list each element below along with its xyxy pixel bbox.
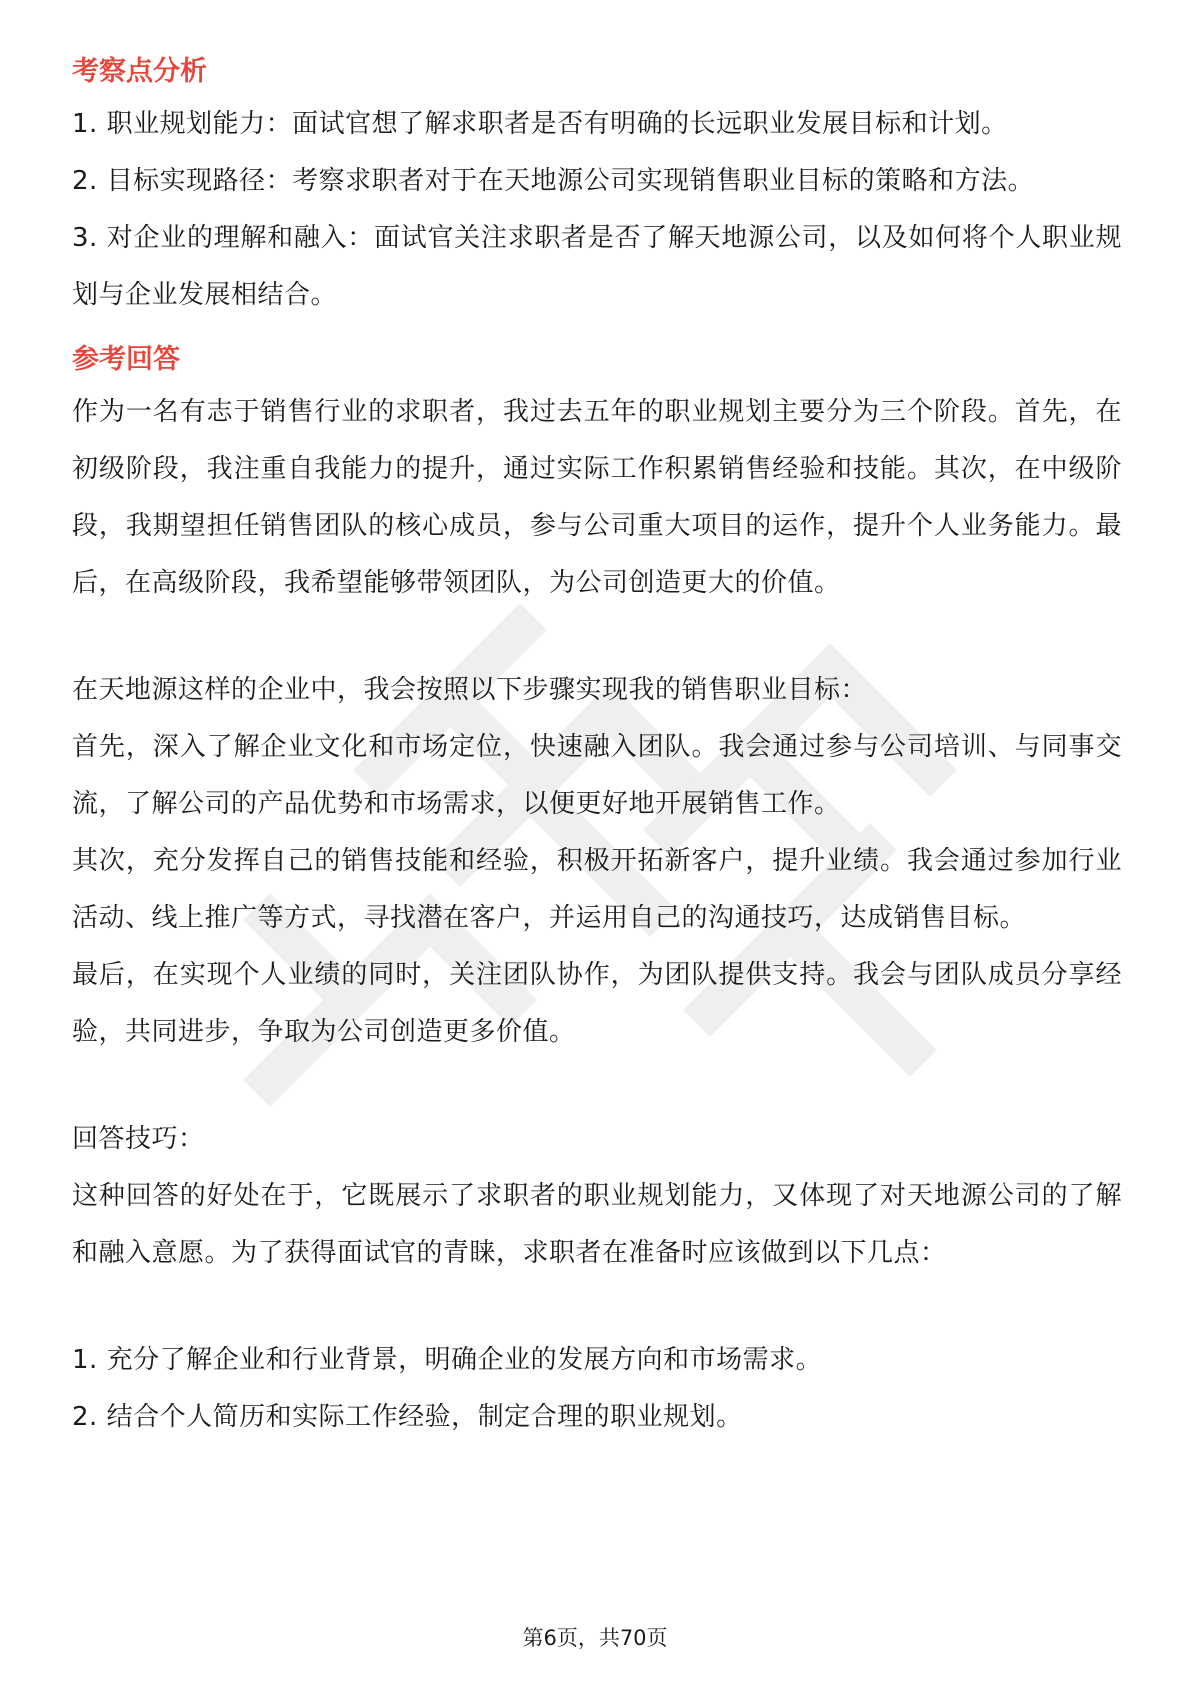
answer-paragraph: 作为一名有志于销售行业的求职者，我过去五年的职业规划主要分为三个阶段。首先，在初级阶段，我注重自我能力的提升，通过实际工作积累销售经验和技能。其次，在中级阶段，我期望担任销售团队的核心成员，参与公司重大项目的运作，提升个人业务能力。最后，在高级阶段，我希望能够带领团队，为公司创造更大的价值。 bbox=[72, 397, 1122, 598]
analysis-heading: 考察点分析 bbox=[72, 56, 207, 87]
spacer bbox=[72, 1061, 1122, 1111]
document-content bbox=[72, 48, 1122, 1446]
tips-item: 1. 充分了解企业和行业背景，明确企业的发展方向和市场需求。 bbox=[72, 1345, 823, 1375]
spacer bbox=[72, 1282, 1122, 1332]
answer-step: 首先，深入了解企业文化和市场定位，快速融入团队。我会通过参与公司培训、与同事交流，了解公司的产品优势和市场需求，以便更好地开展销售工作。 bbox=[72, 732, 1122, 819]
page-number: 第6页，共70页 bbox=[522, 1626, 668, 1650]
answer-step: 最后，在实现个人业绩的同时，关注团队协作，为团队提供支持。我会与团队成员分享经验，共同进步，争取为公司创造更多价值。 bbox=[72, 960, 1122, 1047]
answer-step: 其次，充分发挥自己的销售技能和经验，积极开拓新客户，提升业绩。我会通过参加行业活动、线上推广等方式，寻找潜在客户，并运用自己的沟通技巧，达成销售目标。 bbox=[72, 846, 1122, 933]
spacer bbox=[72, 612, 1122, 662]
analysis-item: 3. 对企业的理解和融入：面试官关注求职者是否了解天地源公司，以及如何将个人职业规划与企业发展相结合。 bbox=[72, 223, 1122, 310]
analysis-list bbox=[72, 96, 1122, 324]
analysis-item: 1. 职业规划能力：面试官想了解求职者是否有明确的长远职业发展目标和计划。 bbox=[72, 109, 1008, 139]
spacer bbox=[72, 324, 1122, 336]
analysis-item: 2. 目标实现路径：考察求职者对于在天地源公司实现销售职业目标的策略和方法。 bbox=[72, 166, 1035, 196]
answer-intro: 在天地源这样的企业中，我会按照以下步骤实现我的销售职业目标： bbox=[72, 675, 868, 705]
tips-item: 2. 结合个人简历和实际工作经验，制定合理的职业规划。 bbox=[72, 1402, 743, 1432]
tips-paragraph: 这种回答的好处在于，它既展示了求职者的职业规划能力，又体现了对天地源公司的了解和融入意愿。为了获得面试官的青睐，求职者在准备时应该做到以下几点： bbox=[72, 1181, 1122, 1268]
tips-heading: 回答技巧： bbox=[72, 1124, 205, 1154]
answer-heading: 参考回答 bbox=[72, 344, 180, 375]
